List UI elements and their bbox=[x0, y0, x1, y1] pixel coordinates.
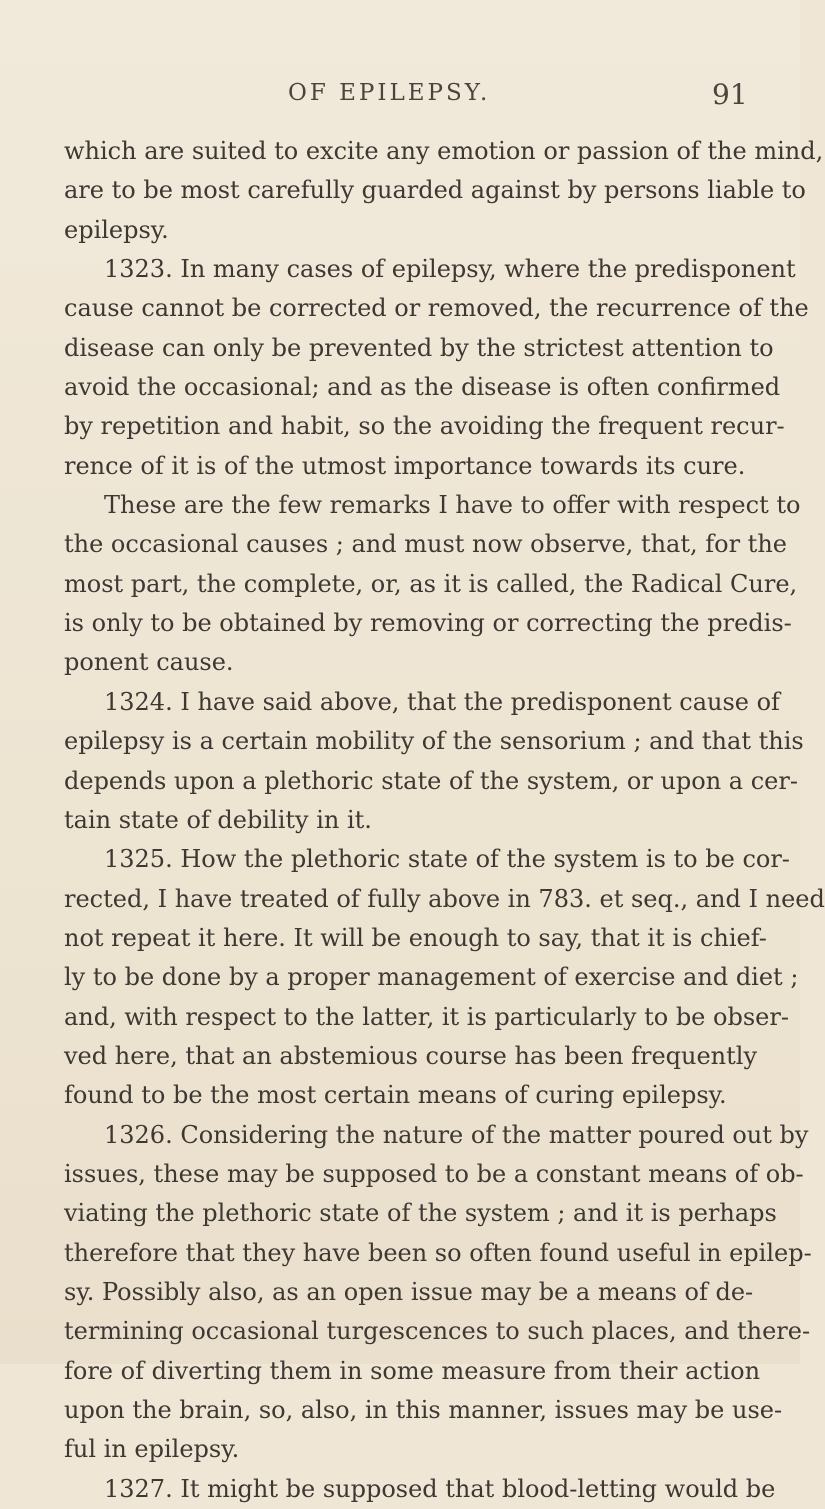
text-line: most part, the complete, or, as it is called, the Radical Cure, bbox=[64, 569, 798, 598]
text-line: and, with respect to the latter, it is particularly to be obser- bbox=[64, 1002, 789, 1031]
body-text bbox=[64, 132, 825, 1509]
text-line: ved here, that an abstemious course has been frequently bbox=[64, 1041, 757, 1070]
text-line: sy. Possibly also, as an open issue may be a means of de- bbox=[64, 1277, 754, 1306]
text-line: issues, these may be supposed to be a constant means of ob- bbox=[64, 1159, 804, 1188]
text-line: depends upon a plethoric state of the system, or upon a cer- bbox=[64, 766, 798, 795]
running-head bbox=[0, 78, 800, 118]
paragraph-start-remarks: These are the few remarks I have to offer with respect to bbox=[104, 491, 801, 520]
text-line: the occasional causes ; and must now observe, that, for the bbox=[64, 530, 787, 559]
text-line: epilepsy is a certain mobility of the sensorium ; and that this bbox=[64, 727, 804, 756]
text-line: found to be the most certain means of curing epilepsy. bbox=[64, 1081, 727, 1110]
text-line: ful in epilepsy. bbox=[64, 1435, 240, 1464]
running-head-title: OF EPILEPSY. bbox=[288, 80, 491, 106]
text-line: therefore that they have been so often found useful in epilep- bbox=[64, 1238, 812, 1267]
text-line: tain state of debility in it. bbox=[64, 805, 372, 834]
text-line: which are suited to excite any emotion or passion of the mind, bbox=[64, 137, 824, 165]
text-line: rence of it is of the utmost importance towards its cure. bbox=[64, 451, 746, 480]
text-line: ponent cause. bbox=[64, 648, 234, 677]
text-line: disease can only be prevented by the strictest attention to bbox=[64, 333, 774, 362]
text-line: fore of diverting them in some measure from their action bbox=[64, 1356, 761, 1385]
text-line: termining occasional turgescences to such places, and there- bbox=[64, 1317, 811, 1346]
paragraph-start-1324: 1324. I have said above, that the predisponent cause of bbox=[104, 687, 780, 716]
paragraph-start-1325: 1325. How the plethoric state of the system is to be cor- bbox=[104, 845, 790, 874]
text-line: cause cannot be corrected or removed, the recurrence of the bbox=[64, 294, 809, 323]
paragraph-start-1323: 1323. In many cases of epilepsy, where the predisponent bbox=[104, 255, 796, 284]
text-line: ly to be done by a proper management of exercise and diet ; bbox=[64, 963, 799, 992]
text-line: are to be most carefully guarded against by persons liable to bbox=[64, 176, 806, 205]
text-line: viating the plethoric state of the system ; and it is perhaps bbox=[64, 1199, 777, 1228]
text-line: epilepsy. bbox=[64, 215, 169, 244]
paragraph-start-1327: 1327. It might be supposed that blood-letting would be bbox=[104, 1474, 776, 1503]
paragraph-start-1326: 1326. Considering the nature of the matter poured out by bbox=[104, 1120, 809, 1149]
text-line: is only to be obtained by removing or correcting the predis- bbox=[64, 609, 792, 638]
page-number: 91 bbox=[712, 78, 748, 111]
text-line: by repetition and habit, so the avoiding the frequent recur- bbox=[64, 412, 785, 441]
text-line: avoid the occasional; and as the disease is often confirmed bbox=[64, 373, 781, 402]
text-line: not repeat it here. It will be enough to say, that it is chief- bbox=[64, 923, 767, 952]
text-line: rected, I have treated of fully above in 783. et seq., and I need bbox=[64, 884, 825, 913]
text-line: upon the brain, so, also, in this manner, issues may be use- bbox=[64, 1396, 783, 1424]
